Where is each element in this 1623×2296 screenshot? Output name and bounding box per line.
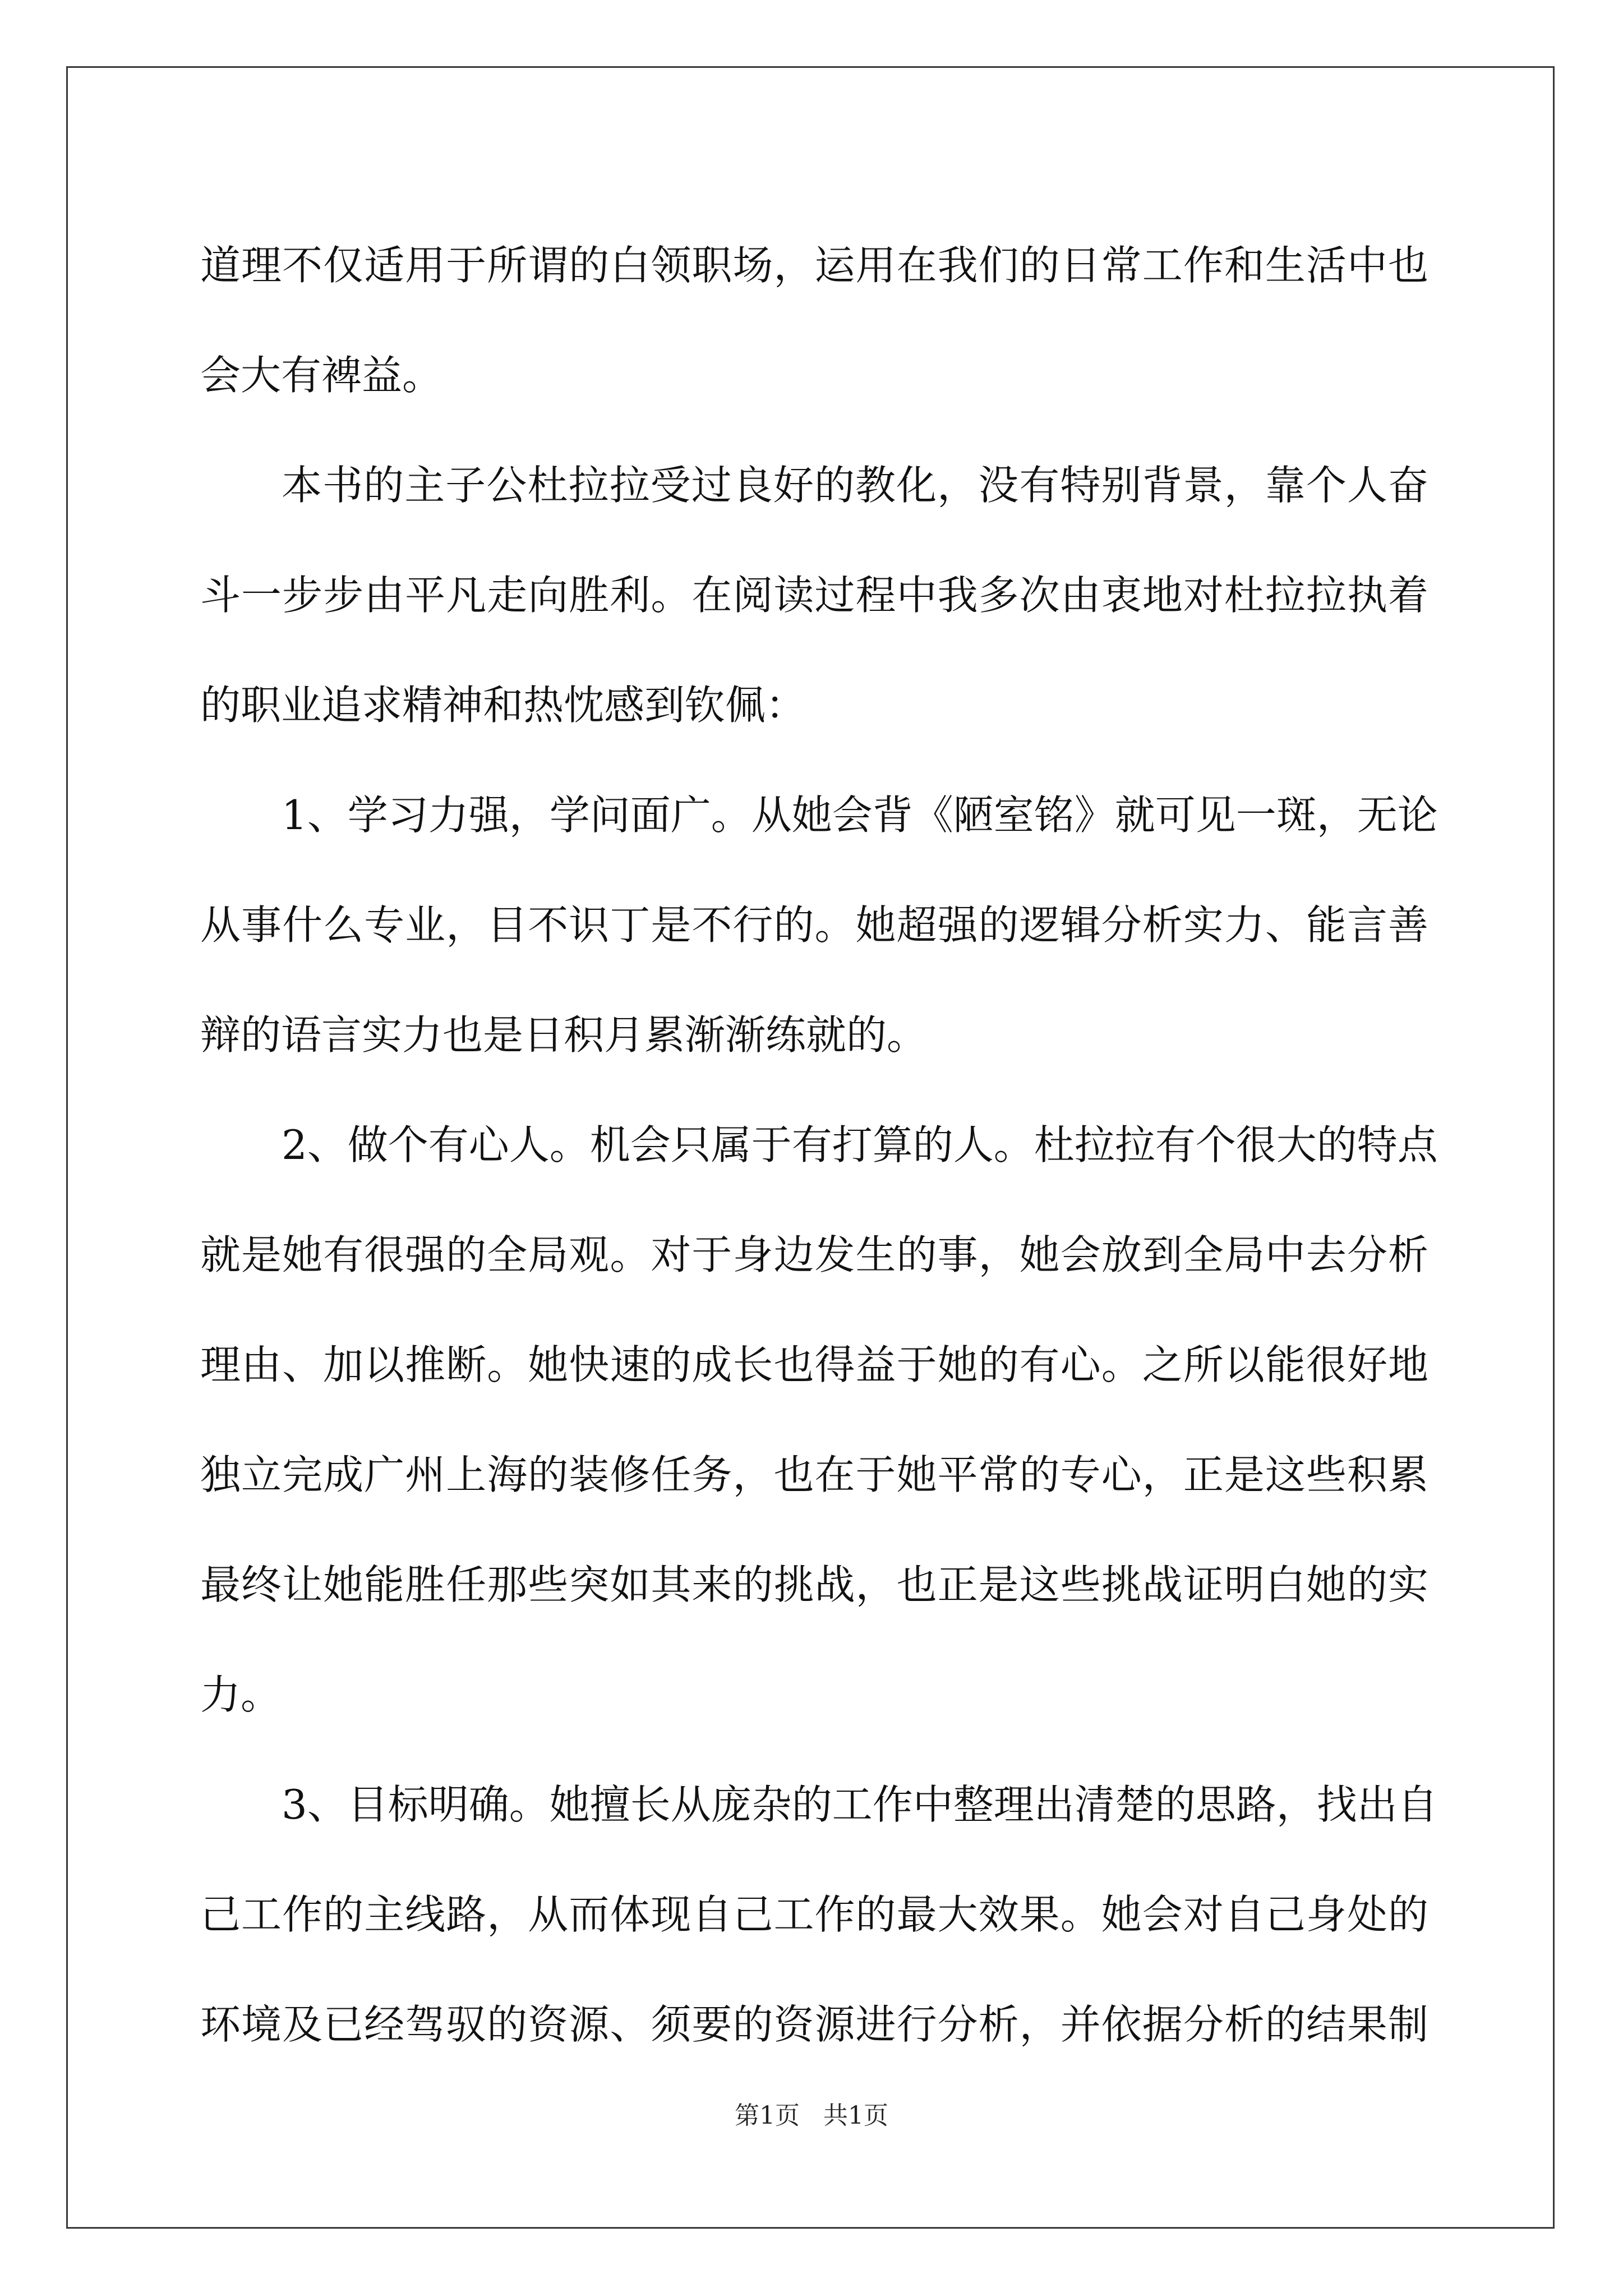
page-number-current: 第1页 [735, 2101, 800, 2130]
text-line: 辩的语言实力也是日积月累渐渐练就的。 [200, 1011, 928, 1059]
text-line: 环境及已经驾驭的资源、须要的资源进行分析，并依据分析的结果制 [200, 2001, 1428, 2048]
text-line: 2、做个有心人。机会只属于有打算的人。杜拉拉有个很大的特点 [282, 1121, 1438, 1168]
page-footer [0, 2095, 1623, 2131]
text-line: 独立完成广州上海的装修任务，也在于她平常的专心，正是这些积累 [200, 1451, 1428, 1498]
text-line: 道理不仅适用于所谓的白领职场，运用在我们的日常工作和生活中也 [200, 242, 1428, 289]
document-body [200, 210, 1438, 2079]
text-line: 1、学习力强，学问面广。从她会背《陋室铭》就可见一斑，无论 [282, 792, 1438, 839]
text-line: 从事什么专业，目不识丁是不行的。她超强的逻辑分析实力、能言善 [200, 901, 1428, 949]
text-line: 3、目标明确。她擅长从庞杂的工作中整理出清楚的思路，找出自 [282, 1781, 1438, 1828]
text-line: 就是她有很强的全局观。对于身边发生的事，她会放到全局中去分析 [200, 1231, 1428, 1278]
text-line: 己工作的主线路，从而体现自己工作的最大效果。她会对自己身处的 [200, 1891, 1428, 1938]
text-line: 本书的主子公杜拉拉受过良好的教化，没有特别背景，靠个人奋 [282, 462, 1428, 509]
text-line: 最终让她能胜任那些突如其来的挑战，也正是这些挑战证明白她的实 [200, 1561, 1428, 1608]
text-line: 力。 [200, 1671, 282, 1718]
text-line: 斗一步步由平凡走向胜利。在阅读过程中我多次由衷地对杜拉拉执着 [200, 572, 1428, 619]
text-line: 的职业追求精神和热忱感到钦佩： [200, 682, 806, 729]
text-line: 会大有裨益。 [200, 352, 443, 399]
page-number-total: 共1页 [823, 2101, 888, 2130]
text-line: 理由、加以推断。她快速的成长也得益于她的有心。之所以能很好地 [200, 1341, 1428, 1388]
